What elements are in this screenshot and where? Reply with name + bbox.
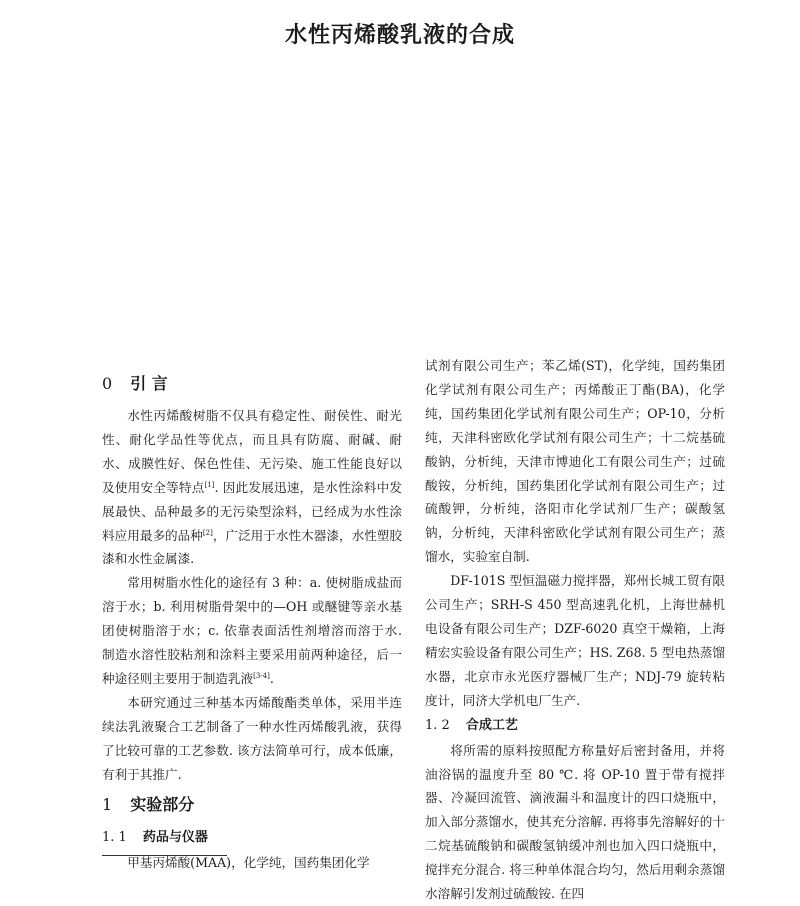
paragraph: DF-101S 型恒温磁力搅拌器，郑州长城工贸有限公司生产；SRH-S 450 型高速乳化机，上海世赫机电设备有限公司生产；DZF-6020 真空干燥箱，上海精宏实验设备有限公司生产；HS. Z68. 5 型电热蒸馏水器，北京市永光医疗器械厂生产；NDJ-79 旋转粘度计，同济大学机电厂生产. <box>425 573 725 708</box>
paragraph: 常用树脂水性化的途径有 3 种：a. 使树脂成盐而溶于水；b. 利用树脂骨架中的—OH 或醚键等亲水基团使树脂溶于水；c. 依靠表面活性剂增溶而溶于水. 制造水溶性胶粘剂和涂料主要采用前两种途径，后一种途径则主要用于制造乳液[3-4]. <box>102 575 402 686</box>
right-column <box>425 354 725 906</box>
paragraph: 水性丙烯酸树脂不仅具有稳定性、耐侯性、耐光性、耐化学品性等优点，而且具有防腐、耐碱、耐水、成膜性好、保色性佳、无污染、施工性能良好以及使用安全等特点[1]. 因此发展迅速，是水性涂料中发展最快、品种最多的无污染型涂料，已经成为水性涂料应用最多的品种[2]，广泛用于水性木器漆，水性塑胶漆和水性金属漆. <box>102 408 403 567</box>
paper-title: 水性丙烯酸乳液的合成 <box>284 22 515 48</box>
subsection-number: 1. 1 <box>102 829 127 845</box>
section-heading-intro <box>102 370 402 398</box>
footnote-divider <box>102 855 227 856</box>
subsection-title: 药品与仪器 <box>142 829 208 845</box>
section-number: 0 <box>102 374 113 393</box>
section-title: 实验部分 <box>130 794 195 814</box>
section-title: 引 言 <box>130 374 168 393</box>
citation: [3-4] <box>253 671 270 680</box>
left-column <box>102 368 402 874</box>
subsection-heading <box>102 825 402 851</box>
citation: [2] <box>202 528 213 537</box>
subsection-number: 1. 2 <box>425 717 450 733</box>
section-heading-experiment <box>102 791 402 819</box>
paragraph: 甲基丙烯酸(MAA)，化学纯，国药集团化学 <box>127 854 370 870</box>
citation: [1] <box>204 480 215 489</box>
subsection-heading <box>425 713 725 739</box>
paragraph: 本研究通过三种基本丙烯酸酯类单体，采用半连续法乳液聚合工艺制备了一种水性丙烯酸乳液，获得了比较可靠的工艺参数. 该方法简单可行，成本低廉，有利于其推广. <box>102 694 402 782</box>
paragraph: 试剂有限公司生产；苯乙烯(ST)，化学纯，国药集团化学试剂有限公司生产；丙烯酸正丁酯(BA)，化学纯，国药集团化学试剂有限公司生产；OP-10，分析纯，天津科密欧化学试剂有限公司生产；十二烷基硫酸钠，分析纯，天津市博迪化工有限公司生产；过硫酸铵，分析纯，国药集团化学试剂有限公司生产；过硫酸钾，分析纯，洛阳市化学试剂厂生产；碳酸氢钠，分析纯，天津科密欧化学试剂有限公司生产；蒸馏水，实验室自制. <box>425 358 725 565</box>
subsection-title: 合成工艺 <box>465 717 518 733</box>
section-number: 1 <box>102 794 113 814</box>
paragraph: 将所需的原料按照配方称量好后密封备用，并将油浴锅的温度升至 80 ℃. 将 OP-10 置于带有搅拌器、冷凝回流管、滴液漏斗和温度计的四口烧瓶中，加入部分蒸馏水，使其充分溶解. 再将事先溶解好的十二烷基硫酸钠和碳酸氢钠缓冲剂也加入四口烧瓶中，搅拌充分混合. 将三种单体混合均匀，然后用剩余蒸馏水溶解引发剂过硫酸铵. 在四 <box>425 742 725 902</box>
